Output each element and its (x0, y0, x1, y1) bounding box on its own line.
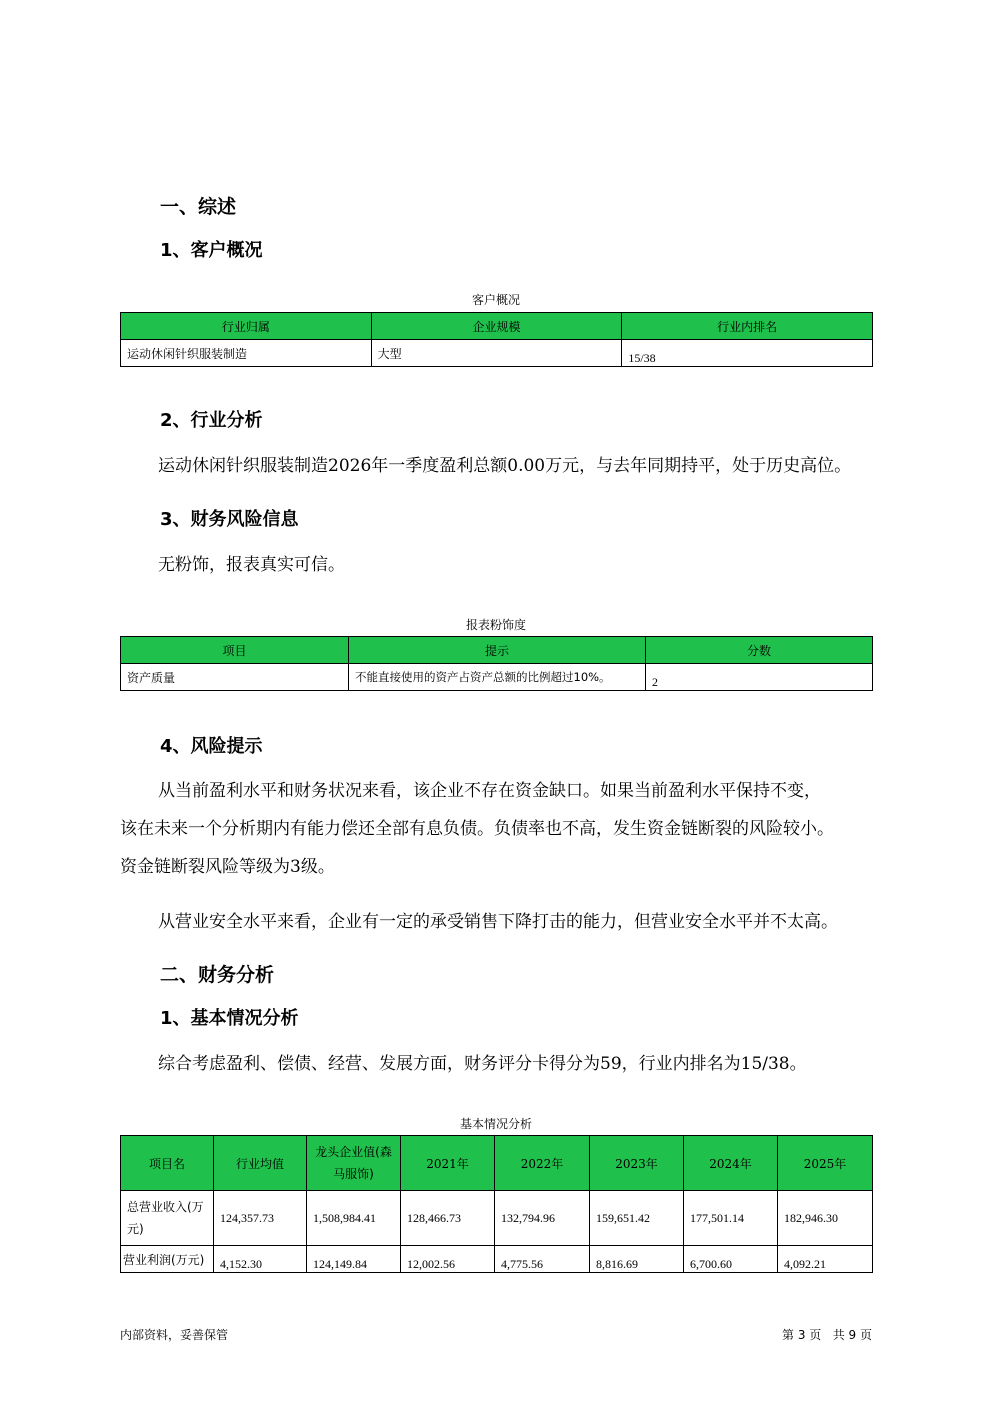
table-cell: 124,149.84 (307, 1246, 401, 1273)
table-caption-whitewash: 报表粉饰度 (465, 618, 526, 632)
table-header: 企业规模 (371, 313, 622, 340)
risk-warning-line-2: 该在未来一个分析期内有能力偿还全部有息负债。负债率也不高，发生资金链断裂的风险较小。 (120, 819, 834, 839)
table-header: 行业均值 (214, 1136, 307, 1191)
table-cell: 177,501.14 (684, 1191, 778, 1246)
whitewash-table (120, 636, 873, 691)
risk-warning-line-1: 从当前盈利水平和财务状况来看，该企业不存在资金缺口。如果当前盈利水平保持不变， (158, 781, 821, 801)
table-header: 2021年 (401, 1136, 495, 1191)
table-cell: 132,794.96 (495, 1191, 590, 1246)
financial-risk-text: 无粉饰，报表真实可信。 (158, 555, 345, 575)
basic-analysis-text: 综合考虑盈利、偿债、经营、发展方面，财务评分卡得分为59，行业内排名为15/38。 (158, 1054, 807, 1074)
table-cell: 12,002.56 (401, 1246, 495, 1273)
table-cell: 不能直接使用的资产占资产总额的比例超过10%。 (349, 664, 646, 691)
table-cell: 4,092.21 (778, 1246, 873, 1273)
table-header: 行业内排名 (622, 313, 873, 340)
customer-overview-table (120, 312, 873, 367)
section-title-financial-risk: 3、财务风险信息 (160, 509, 299, 530)
section-title-industry-analysis: 2、行业分析 (160, 410, 263, 431)
table-cell: 128,466.73 (401, 1191, 495, 1246)
table-cell: 总营业收入(万元) (121, 1191, 214, 1246)
table-header: 龙头企业值(森马服饰) (307, 1136, 401, 1191)
section-title-risk-warning: 4、风险提示 (160, 736, 263, 757)
table-cell: 159,651.42 (590, 1191, 684, 1246)
table-cell: 营业利润(万元) (121, 1246, 214, 1273)
table-cell: 运动休闲针织服装制造 (121, 340, 372, 367)
footer-confidential: 内部资料，妥善保管 (120, 1328, 229, 1342)
basic-analysis-table (120, 1135, 873, 1273)
table-cell: 6,700.60 (684, 1246, 778, 1273)
risk-warning-line-3: 资金链断裂风险等级为3级。 (120, 857, 335, 877)
table-header: 行业归属 (121, 313, 372, 340)
table-cell: 182,946.30 (778, 1191, 873, 1246)
table-cell: 4,775.56 (495, 1246, 590, 1273)
table-cell: 2 (646, 664, 873, 691)
section-title-overview: 一、综述 (160, 196, 237, 218)
section-title-basic-analysis: 1、基本情况分析 (160, 1008, 299, 1029)
table-header: 提示 (349, 637, 646, 664)
table-cell: 4,152.30 (214, 1246, 307, 1273)
table-cell: 124,357.73 (214, 1191, 307, 1246)
footer-page-number: 第 3 页 共 9 页 (782, 1328, 872, 1342)
table-caption-customer: 客户概况 (471, 293, 520, 307)
table-header: 项目 (121, 637, 349, 664)
table-cell: 大型 (371, 340, 622, 367)
table-caption-basic: 基本情况分析 (459, 1117, 532, 1131)
section-title-financial-analysis: 二、财务分析 (160, 964, 275, 986)
table-header: 分数 (646, 637, 873, 664)
table-cell: 15/38 (622, 340, 873, 367)
table-cell: 资产质量 (121, 664, 349, 691)
table-header: 2023年 (590, 1136, 684, 1191)
table-header: 2025年 (778, 1136, 873, 1191)
table-header: 项目名 (121, 1136, 214, 1191)
section-title-customer-overview: 1、客户概况 (160, 240, 263, 261)
table-cell: 8,816.69 (590, 1246, 684, 1273)
operating-safety-text: 从营业安全水平来看，企业有一定的承受销售下降打击的能力，但营业安全水平并不太高。 (158, 912, 838, 932)
table-header: 2024年 (684, 1136, 778, 1191)
industry-analysis-text: 运动休闲针织服装制造2026年一季度盈利总额0.00万元，与去年同期持平，处于历史高位。 (158, 456, 852, 476)
table-header: 2022年 (495, 1136, 590, 1191)
table-cell: 1,508,984.41 (307, 1191, 401, 1246)
